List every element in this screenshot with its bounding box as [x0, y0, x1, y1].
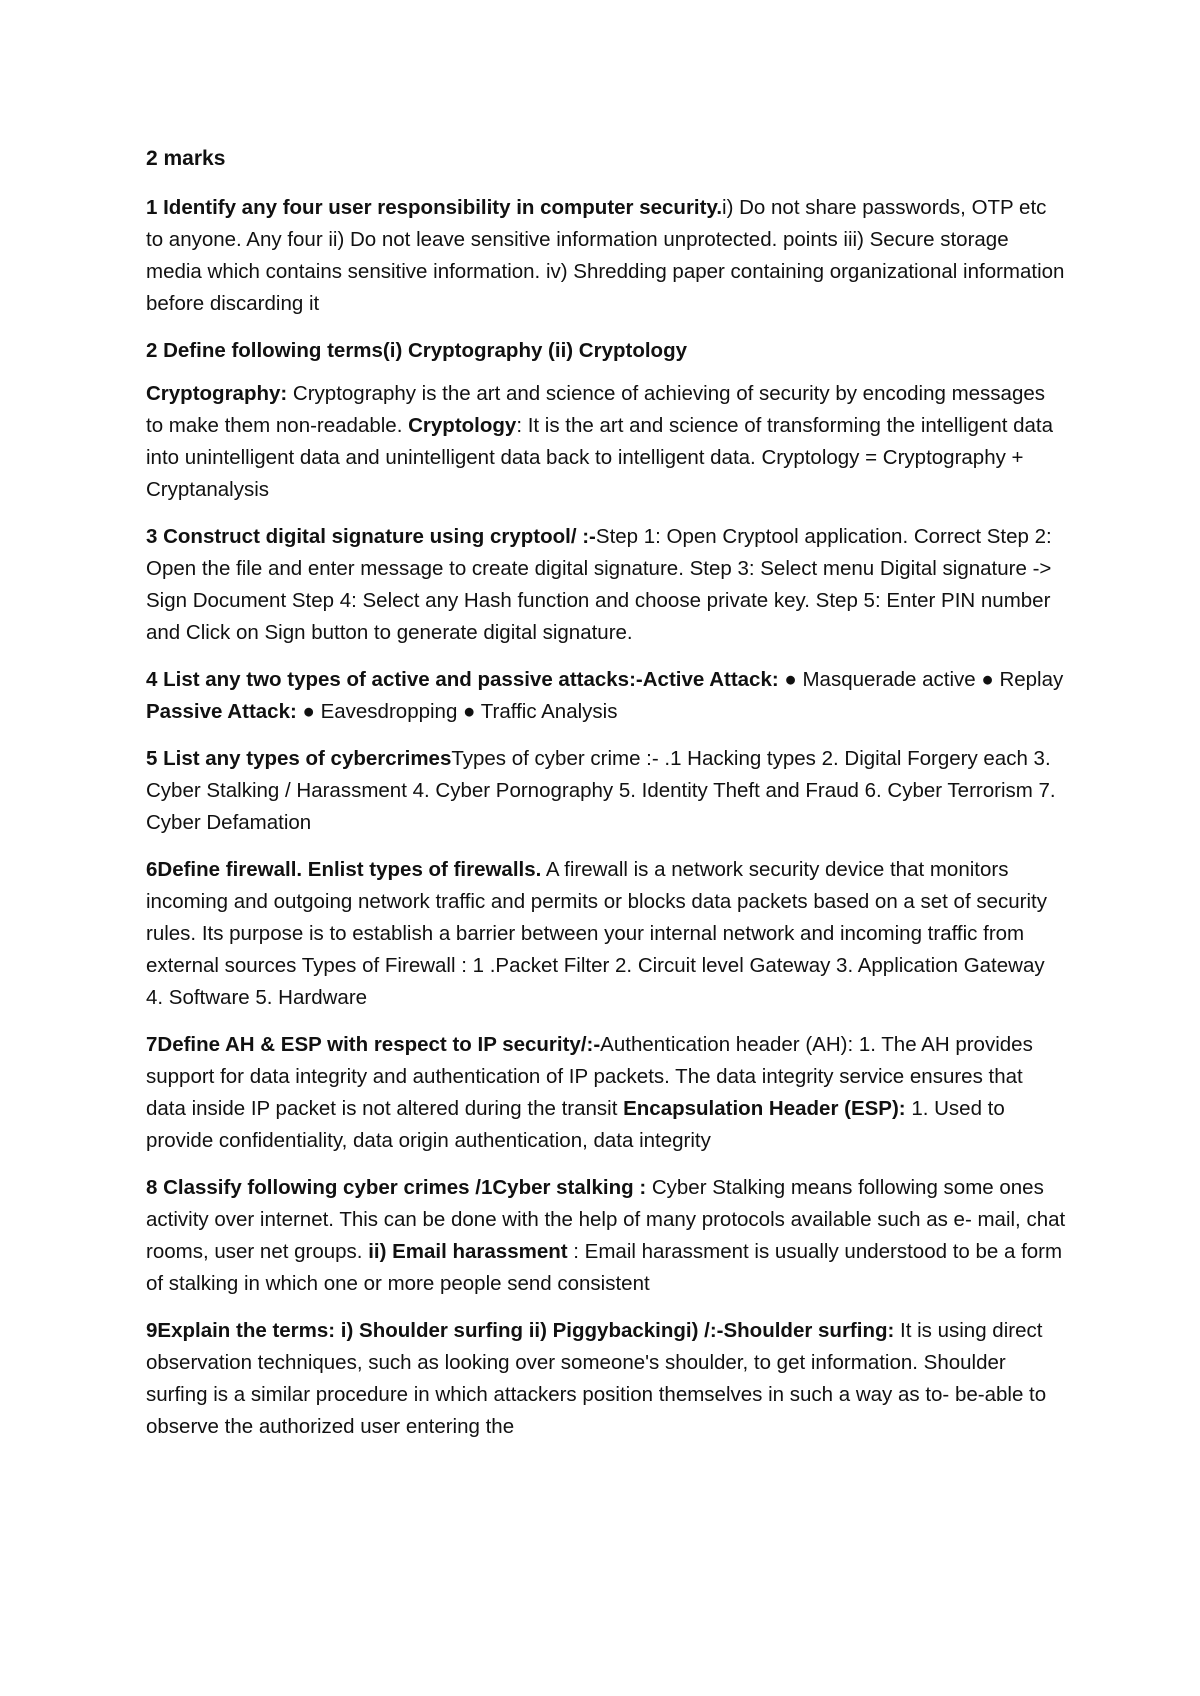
- question-2: [146, 335, 1066, 367]
- page-heading: 2 marks: [146, 147, 226, 170]
- question-6-answer: A firewall is a network security device that monitors incoming and outgoing network traffic and permits or blocks data packets based on a set of security rules. Its purpose is to establish a barrier between your internal network and incoming traffic from external sources Types of Firewall : 1 .Packet Filter 2. Circuit level Gateway 3. Application Gateway 4. Software 5. Hardware: [146, 858, 1047, 1009]
- question-2-title: 2 Define following terms(i) Cryptography (ii) Cryptology: [146, 339, 687, 362]
- email-harassment-label: ii) Email harassment: [368, 1240, 568, 1263]
- question-9: [146, 1315, 1066, 1443]
- question-9-title: 9Explain the terms: i) Shoulder surfing ii) Piggybackingi) /:-Shoulder surfing:: [146, 1319, 895, 1342]
- esp-label: Encapsulation Header (ESP):: [623, 1097, 906, 1120]
- document-body: [146, 143, 1066, 1458]
- question-5: [146, 743, 1066, 839]
- ah-description: Authentication header (AH): 1. The AH provides support for data integrity and authentication of IP packets. The data integrity service ensures that data inside IP packet is not altered during the transit: [146, 1033, 1033, 1120]
- question-7-title: 7Define AH & ESP with respect to IP security/:-: [146, 1033, 601, 1056]
- question-8: [146, 1172, 1066, 1300]
- question-4-title: 4 List any two types of active and passive attacks:-Active Attack:: [146, 668, 779, 691]
- email-harassment-description: : Email harassment is usually understood to be a form of stalking in which one or more people send consistent: [146, 1240, 1063, 1295]
- question-3: [146, 521, 1066, 649]
- question-2-answer: [146, 378, 1066, 506]
- active-attacks-list: ● Masquerade active ● Replay: [778, 668, 1064, 691]
- question-1: [146, 192, 1066, 320]
- question-7: [146, 1029, 1066, 1157]
- question-6: [146, 854, 1066, 1014]
- question-4: [146, 664, 1066, 728]
- question-9-answer: It is using direct observation techniques, such as looking over someone's shoulder, to get information. Shoulder surfing is a similar procedure in which attackers position themselves in such a way as to- be-able to observe the authorized user entering the: [146, 1319, 1047, 1438]
- cyber-stalking-description: Cyber Stalking means following some ones activity over internet. This can be done with the help of many protocols available such as e- mail, chat rooms, user net groups.: [146, 1176, 1066, 1263]
- question-1-title: 1 Identify any four user responsibility in computer security.: [146, 196, 723, 219]
- question-5-answer: Types of cyber crime :- .1 Hacking types 2. Digital Forgery each 3. Cyber Stalking / Harassment 4. Cyber Pornography 5. Identity Theft and Fraud 6. Cyber Terrorism 7. Cyber Defamation: [146, 747, 1056, 834]
- question-8-title: 8 Classify following cyber crimes /1Cyber stalking :: [146, 1176, 647, 1199]
- question-3-title: 3 Construct digital signature using cryptool/ :-: [146, 525, 596, 548]
- cryptology-definition: : It is the art and science of transforming the intelligent data into unintelligent data and unintelligent data back to intelligent data. Cryptology = Cryptography + Cryptanalysis: [146, 414, 1054, 501]
- question-3-answer: Step 1: Open Cryptool application. Correct Step 2: Open the file and enter message to create digital signature. Step 3: Select menu Digital signature -> Sign Document Step 4: Select any Hash function and choose private key. Step 5: Enter PIN number and Click on Sign button to generate digital signature.: [146, 525, 1052, 644]
- cryptography-definition: Cryptography is the art and science of achieving of security by encoding messages to make them non-readable.: [146, 382, 1046, 437]
- question-5-title: 5 List any types of cybercrimes: [146, 747, 452, 770]
- esp-description: 1. Used to provide confidentiality, data origin authentication, data integrity: [146, 1097, 1005, 1152]
- passive-attacks-list: ● Eavesdropping ● Traffic Analysis: [296, 700, 618, 723]
- term-cryptology: Cryptology: [408, 414, 517, 437]
- question-1-answer: i) Do not share passwords, OTP etc to anyone. Any four ii) Do not leave sensitive information unprotected. points iii) Secure storage media which contains sensitive information. iv) Shredding paper containing organizational information before discarding it: [146, 196, 1065, 315]
- question-6-title: 6Define firewall. Enlist types of firewalls.: [146, 858, 542, 881]
- passive-attack-label: Passive Attack:: [146, 700, 297, 723]
- term-cryptography: Cryptography:: [146, 382, 288, 405]
